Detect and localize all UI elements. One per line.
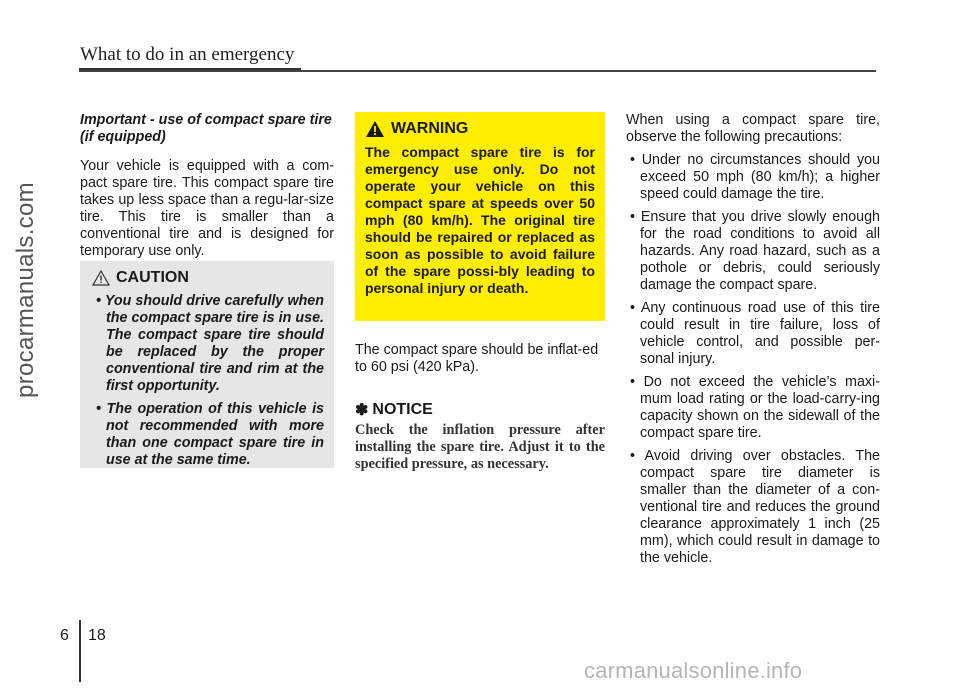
inflation-paragraph: The compact spare should be inflat-ed to 60 psi (420 kPa). (355, 342, 599, 375)
caution-item: • You should drive carefully when the compact spare tire is in use. The compact spare tire should be replaced by the proper conventional tire and rim at the first opportunity. (96, 293, 324, 394)
header-rule-thin (79, 70, 876, 72)
notice-title: NOTICE (372, 401, 433, 418)
notice-header (355, 400, 433, 420)
page-number: 18 (88, 627, 106, 644)
precaution-item-text: Do not exceed the vehicle’s maxi-mum load rating or the load-carry-ing capacity shown on the sidewall of the compact spare tire. (640, 374, 880, 441)
precaution-item: • Any continuous road use of this tire could result in tire failure, loss of vehicle control, and possible per-sonal injury. (630, 300, 880, 367)
intro-paragraph: Your vehicle is equipped with a com-pact spare tire. This compact spare tire takes up less space than a regu-lar-size tire. This tire is smaller than a conventional tire and is designed for temporary use only. (80, 158, 334, 259)
bottom-watermark: carmanualsonline.info (584, 658, 803, 683)
caution-item: • The operation of this vehicle is not recommended with more than one compact spare tire in use at the same time. (96, 401, 324, 468)
caution-item-text: The operation of this vehicle is not recommended with more than one compact spare tire in use at the same time. (106, 401, 324, 468)
caution-item-text: You should drive carefully when the compact spare tire is in use. The compact spare tire should be replaced by the proper conventional tire and rim at the first opportunity. (104, 293, 324, 394)
left-column (80, 112, 334, 260)
precaution-item: • Avoid driving over obstacles. The compact spare tire diameter is smaller than the diameter of a con-ventional tire and reduces the ground clearance approximately 1 inch (25 mm), which could result in damage to the vehicle. (630, 448, 880, 566)
right-column (626, 112, 880, 573)
precaution-item-text: Any continuous road use of this tire could result in tire failure, loss of vehicle control, and possible per-sonal injury. (640, 300, 880, 367)
precaution-item: • Do not exceed the vehicle’s maxi-mum load rating or the load-carry-ing capacity shown on the sidewall of the compact spare tire. (630, 374, 880, 441)
warning-box (355, 112, 605, 321)
caution-box (80, 261, 334, 468)
caution-list (92, 293, 324, 469)
warning-triangle-icon (365, 120, 385, 138)
side-watermark: procarmanuals.com (12, 182, 39, 398)
warning-title: WARNING (391, 120, 469, 137)
caution-title: CAUTION (116, 269, 189, 286)
caution-triangle-icon (92, 270, 110, 286)
notice-star-icon: ✽ (355, 402, 369, 419)
notice-text: Check the inflation pressure after installing the spare tire. Adjust it to the specified pressure, as necessary. (355, 422, 605, 472)
footer-rule (79, 620, 81, 682)
page-header-title: What to do in an emergency (80, 44, 295, 65)
caution-header (92, 269, 324, 287)
section-heading: Important - use of compact spare tire (if equipped) (80, 112, 332, 145)
precautions-list (626, 152, 880, 567)
warning-text: The compact spare tire is for emergency use only. Do not operate your vehicle on this compact spare at speeds over 50 mph (80 km/h). The original tire should be repaired or replaced as soon as possible to avoid failure of the spare possi-bly leading to personal injury or death. (365, 144, 595, 296)
warning-header (365, 120, 595, 138)
precaution-item-text: Avoid driving over obstacles. The compact spare tire diameter is smaller than the diameter of a con-ventional tire and reduces the ground clearance approximately 1 inch (25 mm), which could result in damage to the vehicle. (640, 448, 880, 566)
precaution-item-text: Under no circumstances should you exceed 50 mph (80 km/h); a higher speed could damage the tire. (640, 152, 880, 202)
precaution-item-text: Ensure that you drive slowly enough for the road conditions to avoid all hazards. Any road hazard, such as a pothole or debris, could seriously damage the compact spare. (640, 209, 880, 293)
chapter-number: 6 (60, 627, 69, 644)
precautions-intro: When using a compact spare tire, observe the following precautions: (626, 112, 880, 145)
precaution-item: • Under no circumstances should you exceed 50 mph (80 km/h); a higher speed could damage the tire. (630, 152, 880, 202)
precaution-item: • Ensure that you drive slowly enough for the road conditions to avoid all hazards. Any road hazard, such as a pothole or debris, could seriously damage the compact spare. (630, 209, 880, 293)
